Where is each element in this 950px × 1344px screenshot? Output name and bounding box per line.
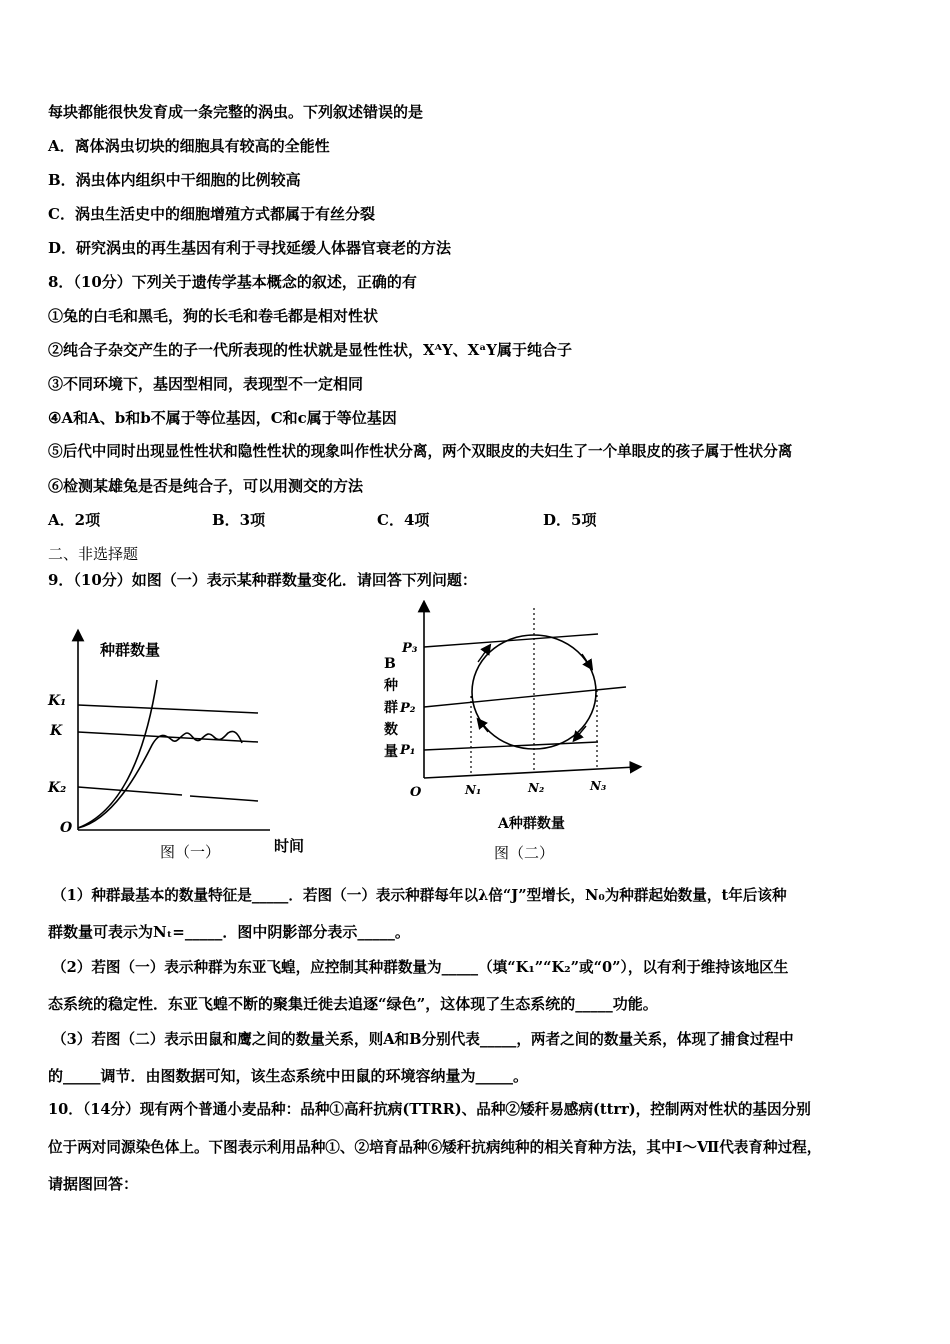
- q9-part2-line1: （2）若图（一）表示种群为东亚飞蝗，应控制其种群数量为_____（填“K₁”“K₂”或“0”），以有利于维持该地区生: [52, 959, 789, 976]
- q7-option-a: A．离体涡虫切块的细胞具有较高的全能性: [48, 137, 330, 155]
- n3-label: N₃: [590, 779, 607, 793]
- q8-statement-3: ③不同环境下，基因型相同，表现型不一定相同: [48, 375, 364, 393]
- q10-line2: 位于两对同源染色体上。下图表示利用品种①、②培育品种⑥矮秆抗病纯种的相关育种方法，其中Ⅰ～Ⅶ代表育种过程，: [48, 1139, 822, 1156]
- y-label-char-2: 种: [384, 678, 398, 694]
- y-label-char-1: B: [384, 656, 396, 672]
- k2-label: K₂: [48, 780, 67, 796]
- n2-label: N₂: [528, 781, 545, 795]
- p3-line: [424, 634, 598, 647]
- q10-line1: 10．（14分）现有两个普通小麦品种：品种①高秆抗病(TTRR)、品种②矮秆易感病(ttrr)，控制两对性状的基因分别: [48, 1101, 811, 1118]
- q9-part1-line2: 群数量可表示为Nₜ=_____．图中阴影部分表示_____。: [48, 923, 410, 941]
- n1-label: N₁: [465, 783, 482, 797]
- p3-label: P₃: [402, 641, 418, 656]
- section-title: 二、非选择题: [48, 545, 139, 563]
- arrow-right-top: [582, 654, 590, 666]
- q8-option-a: A．2项: [48, 511, 101, 529]
- j-curve: [78, 680, 157, 828]
- q7-option-b: B．涡虫体内组织中干细胞的比例较高: [48, 171, 301, 189]
- q8-option-c: C．4项: [377, 511, 430, 529]
- x-axis-label: A种群数量: [498, 816, 565, 832]
- q8-statement-6: ⑥检测某雄兔是否是纯合子，可以用测交的方法: [48, 477, 364, 495]
- figure-one-population-graph: [42, 625, 322, 870]
- k1-line: [78, 705, 258, 713]
- q9-part3-line1: （3）若图（二）表示田鼠和鹰之间的数量关系，则A和B分别代表_____，两者之间的数量关系，体现了捕食过程中: [52, 1031, 794, 1048]
- x-axis-label: 时间: [274, 837, 305, 855]
- origin-label: O: [60, 820, 73, 836]
- q8-option-d: D．5项: [543, 511, 597, 529]
- p2-label: P₂: [400, 701, 416, 716]
- p1-label: P₁: [400, 743, 416, 758]
- q8-statement-1: ①兔的白毛和黑毛，狗的长毛和卷毛都是相对性状: [48, 307, 379, 325]
- y-label-char-3: 群: [384, 700, 398, 716]
- k2-line-segment: [190, 796, 258, 801]
- q8-statement-4: ④A和A、b和b不属于等位基因，C和c属于等位基因: [48, 409, 397, 427]
- k1-label: K₁: [48, 693, 67, 709]
- y-label-char-5: 量: [384, 744, 398, 760]
- q9-part1-line1: （1）种群最基本的数量特征是_____．若图（一）表示种群每年以λ倍“J”型增长，N₀为种群起始数量，t年后该种: [52, 887, 787, 904]
- q7-option-d: D．研究涡虫的再生基因有利于寻找延缓人体器官衰老的方法: [48, 239, 452, 257]
- q9-part2-line2: 态系统的稳定性．东亚飞蝗不断的聚集迁徙去追逐“绿色”，这体现了生态系统的_____功能。: [48, 995, 658, 1013]
- p1-line: [424, 742, 598, 750]
- q8-statement-5: ⑤后代中同时出现显性性状和隐性性状的现象叫作性状分离，两个双眼皮的夫妇生了一个单眼皮的孩子属于性状分离: [48, 443, 793, 460]
- q9-part3-line2: 的_____调节．由图数据可知，该生态系统中田鼠的环境容纳量为_____。: [48, 1067, 529, 1085]
- figure-two-caption: 图（二）: [494, 844, 555, 862]
- q8-statement-2: ②纯合子杂交产生的子一代所表现的性状就是显性性状，XᴬY、XᵃY属于纯合子: [48, 341, 573, 359]
- y-axis-label: 种群数量: [100, 641, 161, 659]
- q8-stem: 8．（10分）下列关于遗传学基本概念的叙述，正确的有: [48, 273, 417, 291]
- q7-stem: 每块都能很快发育成一条完整的涡虫。下列叙述错误的是: [48, 103, 424, 121]
- origin-label: O: [410, 785, 422, 800]
- figure-two-predator-prey-graph: [370, 600, 650, 870]
- x-axis: [424, 767, 636, 778]
- q10-line3: 请据图回答：: [48, 1175, 139, 1193]
- q8-option-b: B．3项: [212, 511, 266, 529]
- figure-one-caption: 图（一）: [160, 843, 221, 861]
- q9-stem: 9．（10分）如图（一）表示某种群数量变化．请回答下列问题：: [48, 571, 477, 589]
- k-label: K: [50, 723, 63, 739]
- k2-line: [78, 787, 182, 795]
- y-label-char-4: 数: [384, 722, 398, 738]
- arrow-left-bottom: [480, 722, 488, 732]
- q7-option-c: C．涡虫生活史中的细胞增殖方式都属于有丝分裂: [48, 205, 375, 223]
